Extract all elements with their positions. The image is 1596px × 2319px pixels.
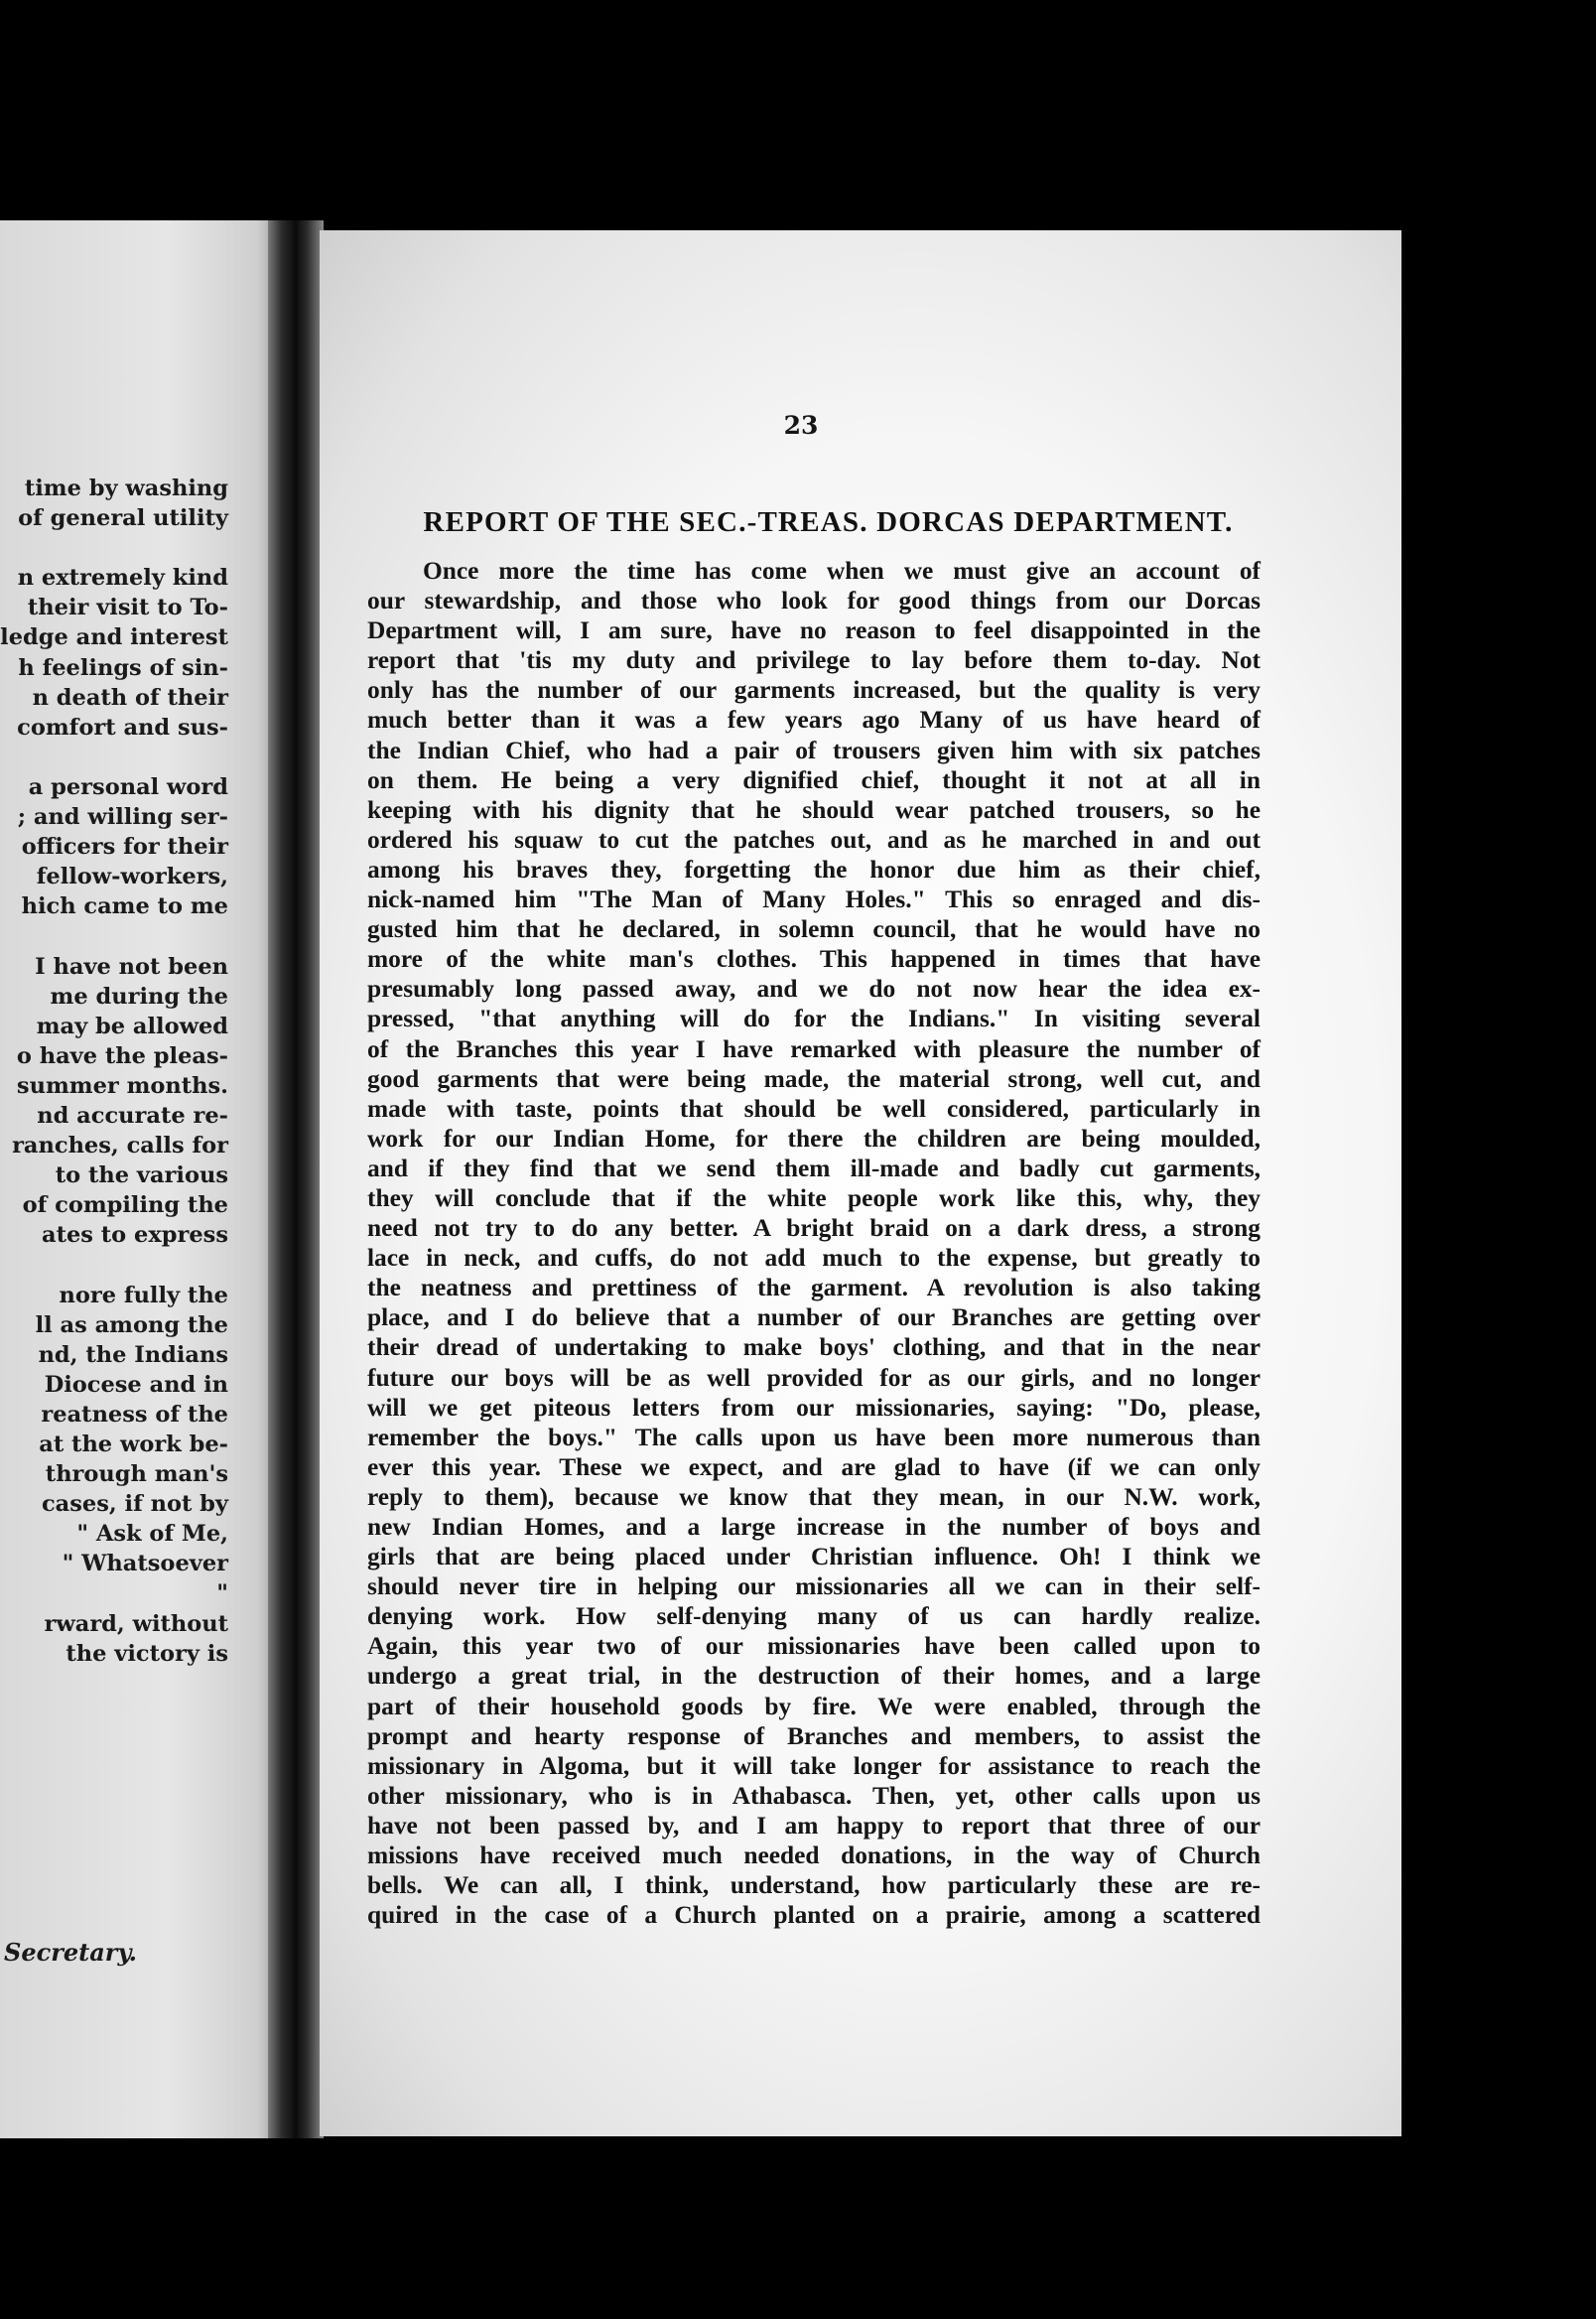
left-page-line — [0, 743, 228, 772]
left-page-line: ; and willing ser- — [17, 804, 228, 831]
body-line: gusted him that he declared, in solemn council, that he would have no — [367, 915, 1261, 944]
left-page-line: the victory is — [66, 1640, 228, 1667]
body-line: part of their household goods by fire. We were enabled, through the — [367, 1692, 1261, 1720]
body-line: ever this year. These we expect, and are glad to have (if we can only — [367, 1452, 1261, 1481]
body-line: should never tire in helping our missionaries all we can in their self- — [367, 1572, 1261, 1601]
left-page-line: h feelings of sin- — [18, 654, 228, 681]
left-page-line: Diocese and in — [44, 1371, 228, 1398]
left-page-line: me during the — [50, 983, 228, 1010]
body-line: report that 'tis my duty and privilege to lay before them to-day. Not — [367, 646, 1261, 675]
body-line: and if they find that we send them ill-made and badly cut garments, — [367, 1154, 1261, 1182]
right-page — [320, 230, 1401, 2136]
left-page-line: of general utility — [18, 505, 228, 532]
body-line: missions have received much needed donations, in the way of Church — [367, 1842, 1261, 1870]
body-line: girls that are being placed under Christian influence. Oh! I think we — [367, 1543, 1261, 1571]
body-line: good garments that were being made, the material strong, well cut, and — [367, 1064, 1261, 1093]
left-page-line: rward, without — [44, 1610, 228, 1637]
left-page-line: summer months. — [16, 1072, 228, 1099]
body-line: Department will, I am sure, have no reason to feel disappointed in the — [367, 616, 1261, 645]
left-page-line: " — [216, 1580, 228, 1607]
body-line: ordered his squaw to cut the patches out, and as he marched in and out — [367, 825, 1261, 854]
body-line: the Indian Chief, who had a pair of trousers given him with six patches — [367, 736, 1261, 764]
body-line: on them. He being a very dignified chief, thought it not at all in — [367, 765, 1261, 794]
left-page-line: fellow-workers, — [36, 864, 228, 890]
body-line: remember the boys." The calls upon us have been more numerous than — [367, 1423, 1261, 1451]
left-page-line: n death of their — [32, 684, 228, 711]
body-line: Once more the time has come when we must give an account of — [423, 557, 1261, 585]
left-facing-page — [0, 220, 280, 2138]
left-page-line — [0, 921, 228, 951]
report-title: REPORT OF THE SEC.-TREAS. DORCAS DEPARTMENT. — [423, 506, 1234, 538]
left-page-line: " Ask of Me, — [76, 1521, 228, 1548]
body-line: keeping with his dignity that he should wear patched trousers, so he — [367, 795, 1261, 824]
left-page-line: n extremely kind — [17, 565, 228, 592]
left-page-line: their visit to To- — [27, 595, 228, 621]
left-page-line: nd accurate re- — [37, 1102, 228, 1129]
body-line: future our boys will be as well provided for as our girls, and no longer — [367, 1363, 1261, 1392]
left-page-text — [0, 474, 228, 1669]
left-page-line: hich came to me — [21, 893, 228, 920]
body-line: among his braves they, forgetting the honor due him as their chief, — [367, 855, 1261, 884]
report-body — [367, 556, 1261, 1930]
body-line: our stewardship, and those who look for good things from our Dorcas — [367, 587, 1261, 615]
book-gutter — [268, 220, 324, 2138]
left-page-line: through man's — [45, 1461, 228, 1488]
body-line: made with taste, points that should be well considered, particularly in — [367, 1094, 1261, 1123]
body-line: their dread of undertaking to make boys' clothing, and that in the near — [367, 1333, 1261, 1362]
body-line: undergo a great trial, in the destruction of their homes, and a large — [367, 1662, 1261, 1691]
left-page-line — [0, 1250, 228, 1280]
body-line: nick-named him "The Man of Many Holes." This so enraged and dis- — [367, 886, 1261, 914]
left-page-line: officers for their — [21, 834, 228, 861]
body-line: place, and I do believe that a number of our Branches are getting over — [367, 1303, 1261, 1332]
left-page-line: of compiling the — [22, 1192, 228, 1219]
body-line: quired in the case of a Church planted on a prairie, among a scattered — [367, 1901, 1261, 1930]
body-line: they will conclude that if the white people work like this, why, they — [367, 1183, 1261, 1212]
left-page-line: comfort and sus- — [17, 714, 228, 741]
left-page-line: at the work be- — [39, 1432, 228, 1457]
left-page-line: may be allowed — [36, 1013, 228, 1039]
left-page-line: a personal word — [28, 773, 228, 800]
left-page-line: reatness of the — [41, 1401, 228, 1428]
left-page-line: I have not been — [35, 953, 228, 980]
body-line: missionary in Algoma, but it will take longer for assistance to reach the — [367, 1751, 1261, 1780]
left-page-signature: Secretary. — [4, 1938, 137, 1967]
left-page-line — [0, 533, 228, 563]
body-line: will we get piteous letters from our missionaries, saying: "Do, please, — [367, 1393, 1261, 1422]
page-number: 23 — [783, 411, 819, 440]
body-line: lace in neck, and cuffs, do not add much to the expense, but greatly to — [367, 1244, 1261, 1273]
left-page-line: to the various — [55, 1162, 228, 1189]
body-line: need not try to do any better. A bright braid on a dark dress, a strong — [367, 1214, 1261, 1243]
body-line: the neatness and prettiness of the garment. A revolution is also taking — [367, 1274, 1261, 1302]
left-page-line: nd, the Indians — [38, 1341, 228, 1368]
body-line: have not been passed by, and I am happy to report that three of our — [367, 1811, 1261, 1840]
body-line: denying work. How self-denying many of us can hardly realize. — [367, 1602, 1261, 1631]
left-page-line: ll as among the — [35, 1311, 228, 1338]
body-line: work for our Indian Home, for there the children are being moulded, — [367, 1124, 1261, 1153]
left-page-line: ledge and interest — [0, 624, 228, 651]
body-line: other missionary, who is in Athabasca. Then, yet, other calls upon us — [367, 1781, 1261, 1810]
body-line: pressed, "that anything will do for the Indians." In visiting several — [367, 1005, 1261, 1033]
body-line: reply to them), because we know that they mean, in our N.W. work, — [367, 1482, 1261, 1511]
left-page-line: o have the pleas- — [16, 1042, 228, 1069]
body-line: prompt and hearty response of Branches and members, to assist the — [367, 1721, 1261, 1750]
body-line: more of the white man's clothes. This happened in times that have — [367, 945, 1261, 974]
body-line: Again, this year two of our missionaries have been called upon to — [367, 1632, 1261, 1661]
left-page-line: ranches, calls for — [12, 1133, 228, 1160]
body-line: presumably long passed away, and we do not now hear the idea ex- — [367, 975, 1261, 1004]
left-page-line: nore fully the — [59, 1282, 228, 1308]
body-line: much better than it was a few years ago Many of us have heard of — [367, 706, 1261, 735]
body-line: of the Branches this year I have remarked with pleasure the number of — [367, 1034, 1261, 1063]
left-page-line: " Whatsoever — [62, 1551, 228, 1577]
left-page-line: cases, if not by — [41, 1491, 228, 1518]
body-line: bells. We can all, I think, understand, how particularly these are re- — [367, 1871, 1261, 1900]
body-line: new Indian Homes, and a large increase in the number of boys and — [367, 1513, 1261, 1541]
body-line: only has the number of our garments increased, but the quality is very — [367, 676, 1261, 705]
left-page-line: ates to express — [42, 1222, 228, 1249]
left-page-line: time by washing — [24, 476, 228, 501]
